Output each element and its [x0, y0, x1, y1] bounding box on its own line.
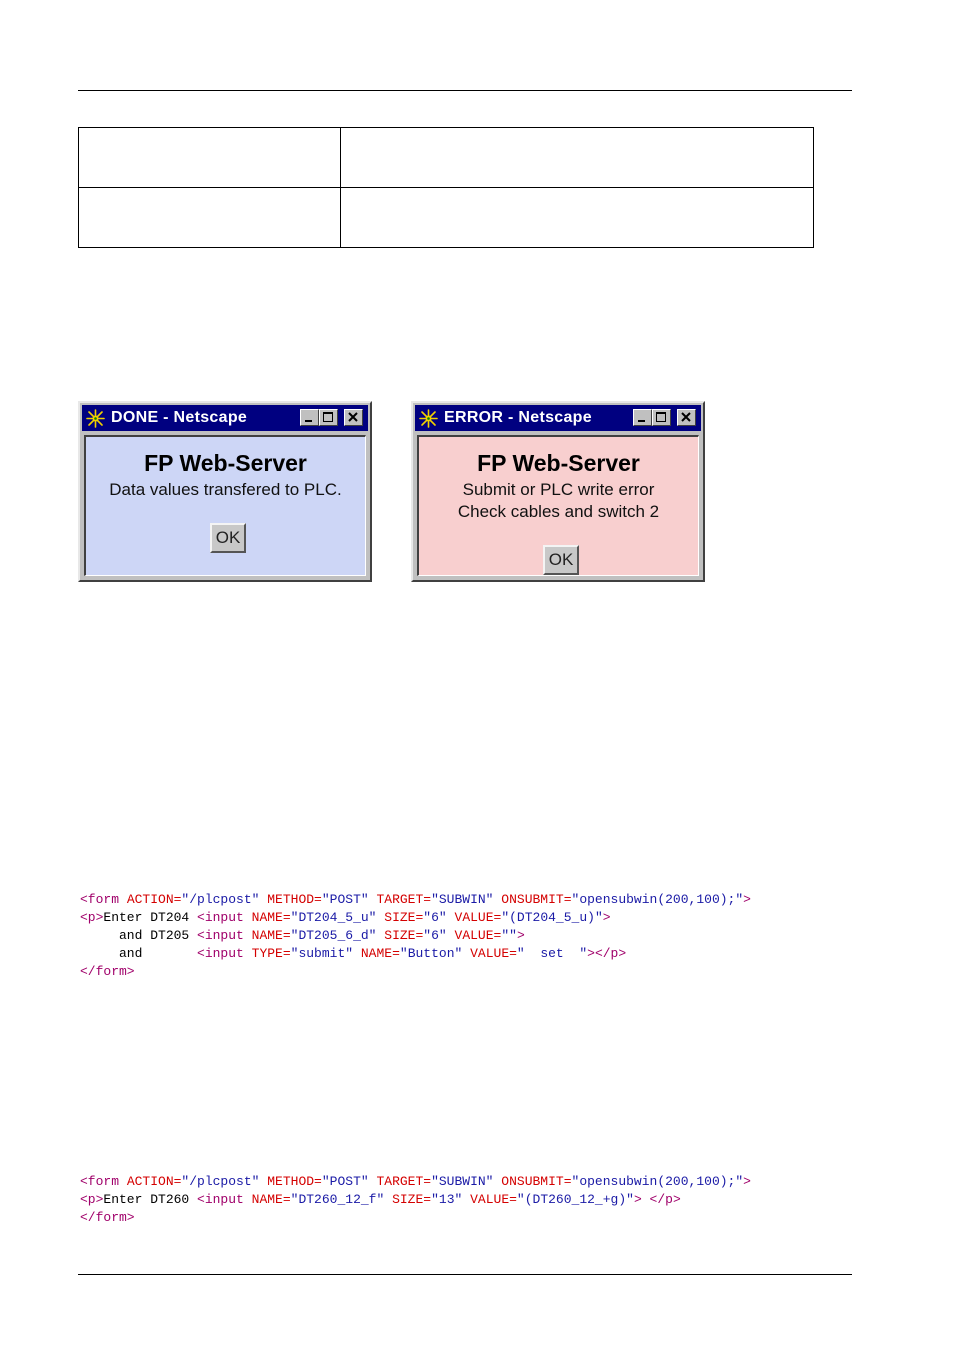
window-title: ERROR - Netscape [444, 409, 592, 426]
code-token: "opensubwin(200,100);" [571, 892, 744, 907]
code-token: "/plcpost" [181, 1174, 268, 1189]
code-token: > [743, 892, 751, 907]
code-token: NAME= [251, 1192, 291, 1207]
table-row [79, 128, 814, 188]
table-cell [341, 128, 814, 188]
code-token: "(DT204_5_u)" [501, 910, 603, 925]
code-token: <form [80, 1174, 127, 1189]
table-row [79, 188, 814, 248]
html-code-example [80, 891, 751, 981]
code-token: <form [80, 892, 127, 907]
error-dialog-window [411, 401, 705, 582]
netscape-icon [85, 408, 106, 429]
table-cell [79, 128, 341, 188]
code-token: <input [197, 946, 252, 961]
dialog-message-line: Check cables and switch 2 [457, 502, 660, 521]
ok-button[interactable]: OK [210, 523, 246, 553]
code-line [80, 946, 626, 961]
dialog-heading: FP Web-Server [144, 450, 307, 476]
table-cell [341, 188, 814, 248]
code-token: NAME= [360, 946, 400, 961]
code-token: > [516, 928, 525, 943]
code-token: TYPE= [251, 946, 291, 961]
close-button[interactable] [344, 409, 363, 426]
html-code-example [80, 1173, 751, 1227]
dialog-message-line: Submit or PLC write error [462, 480, 655, 499]
title-bar[interactable] [82, 405, 368, 431]
code-token: <input [197, 910, 252, 925]
code-token: "" [501, 928, 517, 943]
code-token: Enter DT260 [103, 1192, 198, 1207]
close-icon [678, 410, 695, 425]
code-token: " set " [516, 946, 588, 961]
footer-rule [78, 1274, 852, 1275]
code-token: VALUE= [454, 910, 502, 925]
code-token: SIZE= [384, 910, 424, 925]
code-token: Enter DT204 [103, 910, 198, 925]
code-token: METHOD= [267, 892, 322, 907]
code-token: "/plcpost" [181, 892, 268, 907]
minimize-button[interactable] [300, 409, 319, 426]
maximize-button[interactable] [652, 409, 671, 426]
close-icon [345, 410, 362, 425]
empty-table [78, 127, 814, 248]
maximize-button[interactable] [319, 409, 338, 426]
code-token: SIZE= [392, 1192, 432, 1207]
code-token: ACTION= [126, 1174, 182, 1189]
code-token: NAME= [251, 910, 291, 925]
header-rule [78, 90, 852, 91]
ok-button[interactable]: OK [543, 545, 579, 575]
code-token: "DT205_6_d" [290, 928, 385, 943]
code-line [80, 1192, 681, 1207]
code-token: "13" [431, 1192, 471, 1207]
code-token: <input [197, 1192, 252, 1207]
code-token: VALUE= [470, 946, 517, 961]
code-token: and DT205 [80, 928, 198, 943]
minimize-button[interactable] [633, 409, 652, 426]
window-title: DONE - Netscape [111, 409, 248, 426]
code-token: TARGET= [376, 892, 432, 907]
dialog-heading: FP Web-Server [477, 450, 640, 476]
code-line [80, 964, 135, 979]
code-line [80, 928, 525, 943]
code-line [80, 892, 751, 907]
title-bar[interactable] [415, 405, 701, 431]
code-token: <p> [80, 910, 104, 925]
code-line [80, 1210, 135, 1225]
code-line [80, 910, 611, 925]
code-token: SIZE= [384, 928, 424, 943]
code-token: VALUE= [454, 928, 502, 943]
code-token: "SUBWIN" [431, 1174, 502, 1189]
code-token: > [602, 910, 611, 925]
code-token: "6" [423, 910, 455, 925]
close-button[interactable] [677, 409, 696, 426]
code-token: ONSUBMIT= [501, 892, 572, 907]
code-token: "submit" [290, 946, 361, 961]
code-token: </form> [80, 1210, 135, 1225]
minimize-icon [634, 410, 651, 425]
table-cell [79, 188, 341, 248]
code-token: ></p> [587, 946, 627, 961]
code-token: ONSUBMIT= [501, 1174, 572, 1189]
code-token: <input [197, 928, 252, 943]
code-token: </form> [80, 964, 135, 979]
code-token: ACTION= [126, 892, 182, 907]
code-token: METHOD= [267, 1174, 322, 1189]
code-token: "opensubwin(200,100);" [571, 1174, 744, 1189]
code-token: > </p> [633, 1192, 681, 1207]
code-token: "6" [423, 928, 455, 943]
maximize-icon [653, 410, 670, 425]
code-token: "POST" [321, 1174, 377, 1189]
netscape-icon [418, 408, 439, 429]
code-token: "SUBWIN" [431, 892, 502, 907]
code-token: > [743, 1174, 751, 1189]
code-token: TARGET= [376, 1174, 432, 1189]
dialog-content [84, 435, 366, 576]
code-token: and [80, 946, 198, 961]
code-token: "Button" [399, 946, 471, 961]
code-token: "DT204_5_u" [290, 910, 385, 925]
done-dialog-window [78, 401, 372, 582]
code-token: <p> [80, 1192, 104, 1207]
code-token: "DT260_12_f" [290, 1192, 393, 1207]
dialog-content [417, 435, 699, 576]
code-token: NAME= [251, 928, 291, 943]
maximize-icon [320, 410, 337, 425]
code-token: "POST" [321, 892, 377, 907]
code-line [80, 1174, 751, 1189]
dialog-message: Data values transfered to PLC. [109, 480, 342, 499]
minimize-icon [301, 410, 318, 425]
code-token: "(DT260_12_+g)" [516, 1192, 634, 1207]
code-token: VALUE= [470, 1192, 517, 1207]
